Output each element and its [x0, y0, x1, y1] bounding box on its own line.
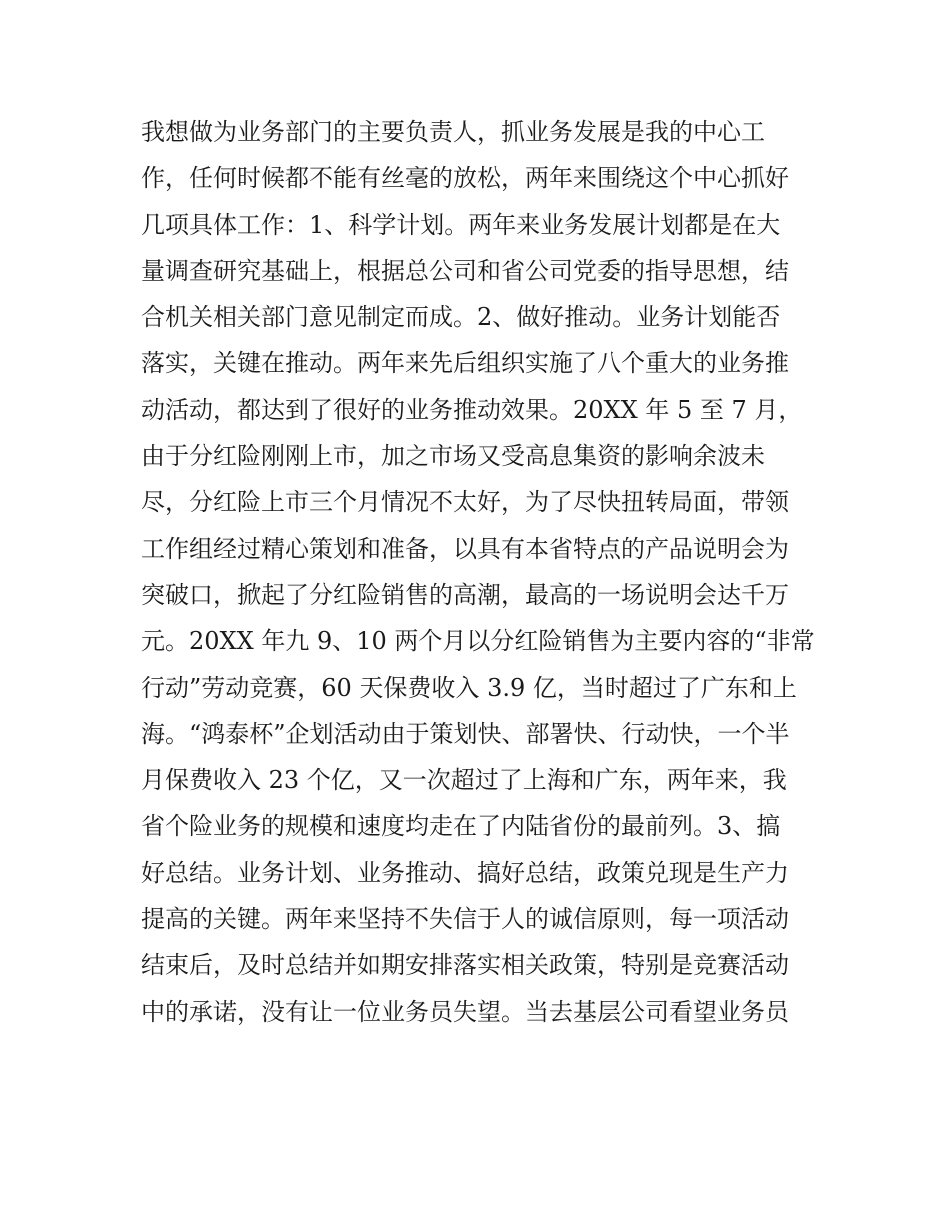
body-paragraph [141, 109, 821, 1035]
text-line: 提高的关键。两年来坚持不失信于人的诚信原则，每一项活动 [141, 905, 789, 934]
text-line: 落实，关键在推动。两年来先后组织实施了八个重大的业务推 [141, 349, 789, 378]
text-line: 行动”劳动竞赛，60 天保费收入 3.9 亿，当时超过了广东和上 [141, 673, 797, 702]
text-line: 合机关相关部门意见制定而成。2、做好推动。业务计划能否 [141, 303, 781, 332]
text-line: 我想做为业务部门的主要负责人，抓业务发展是我的中心工 [141, 118, 765, 146]
text-line: 几项具体工作：1、科学计划。两年来业务发展计划都是在大 [141, 210, 781, 239]
text-line: 尽，分红险上市三个月情况不太好，为了尽快扭转局面，带领 [141, 488, 789, 517]
text-line: 工作组经过精心策划和准备，以具有本省特点的产品说明会为 [141, 534, 789, 563]
text-line: 中的承诺，没有让一位业务员失望。当去基层公司看望业务员 [141, 997, 789, 1026]
text-line: 好总结。业务计划、业务推动、搞好总结，政策兑现是生产力 [141, 858, 789, 887]
text-line: 元。20XX 年九 9、10 两个月以分红险销售为主要内容的“非常 [141, 627, 815, 656]
text-line: 由于分红险刚刚上市，加之市场又受高息集资的影响余波未 [141, 442, 765, 471]
text-line: 省个险业务的规模和速度均走在了内陆省份的最前列。3、搞 [141, 812, 781, 841]
text-line: 作，任何时候都不能有丝毫的放松，两年来围绕这个中心抓好 [141, 164, 789, 193]
text-line: 月保费收入 23 个亿，又一次超过了上海和广东，两年来，我 [141, 766, 787, 795]
text-line: 结束后，及时总结并如期安排落实相关政策，特别是竞赛活动 [141, 951, 789, 980]
text-line: 海。“鸿泰杯”企划活动由于策划快、部署快、行动快，一个半 [141, 719, 790, 748]
text-line: 突破口，掀起了分红险销售的高潮，最高的一场说明会达千万 [141, 580, 789, 609]
text-line: 量调查研究基础上，根据总公司和省公司党委的指导思想，结 [141, 256, 789, 285]
text-line: 动活动，都达到了很好的业务推动效果。20XX 年 5 至 7 月， [141, 395, 803, 424]
